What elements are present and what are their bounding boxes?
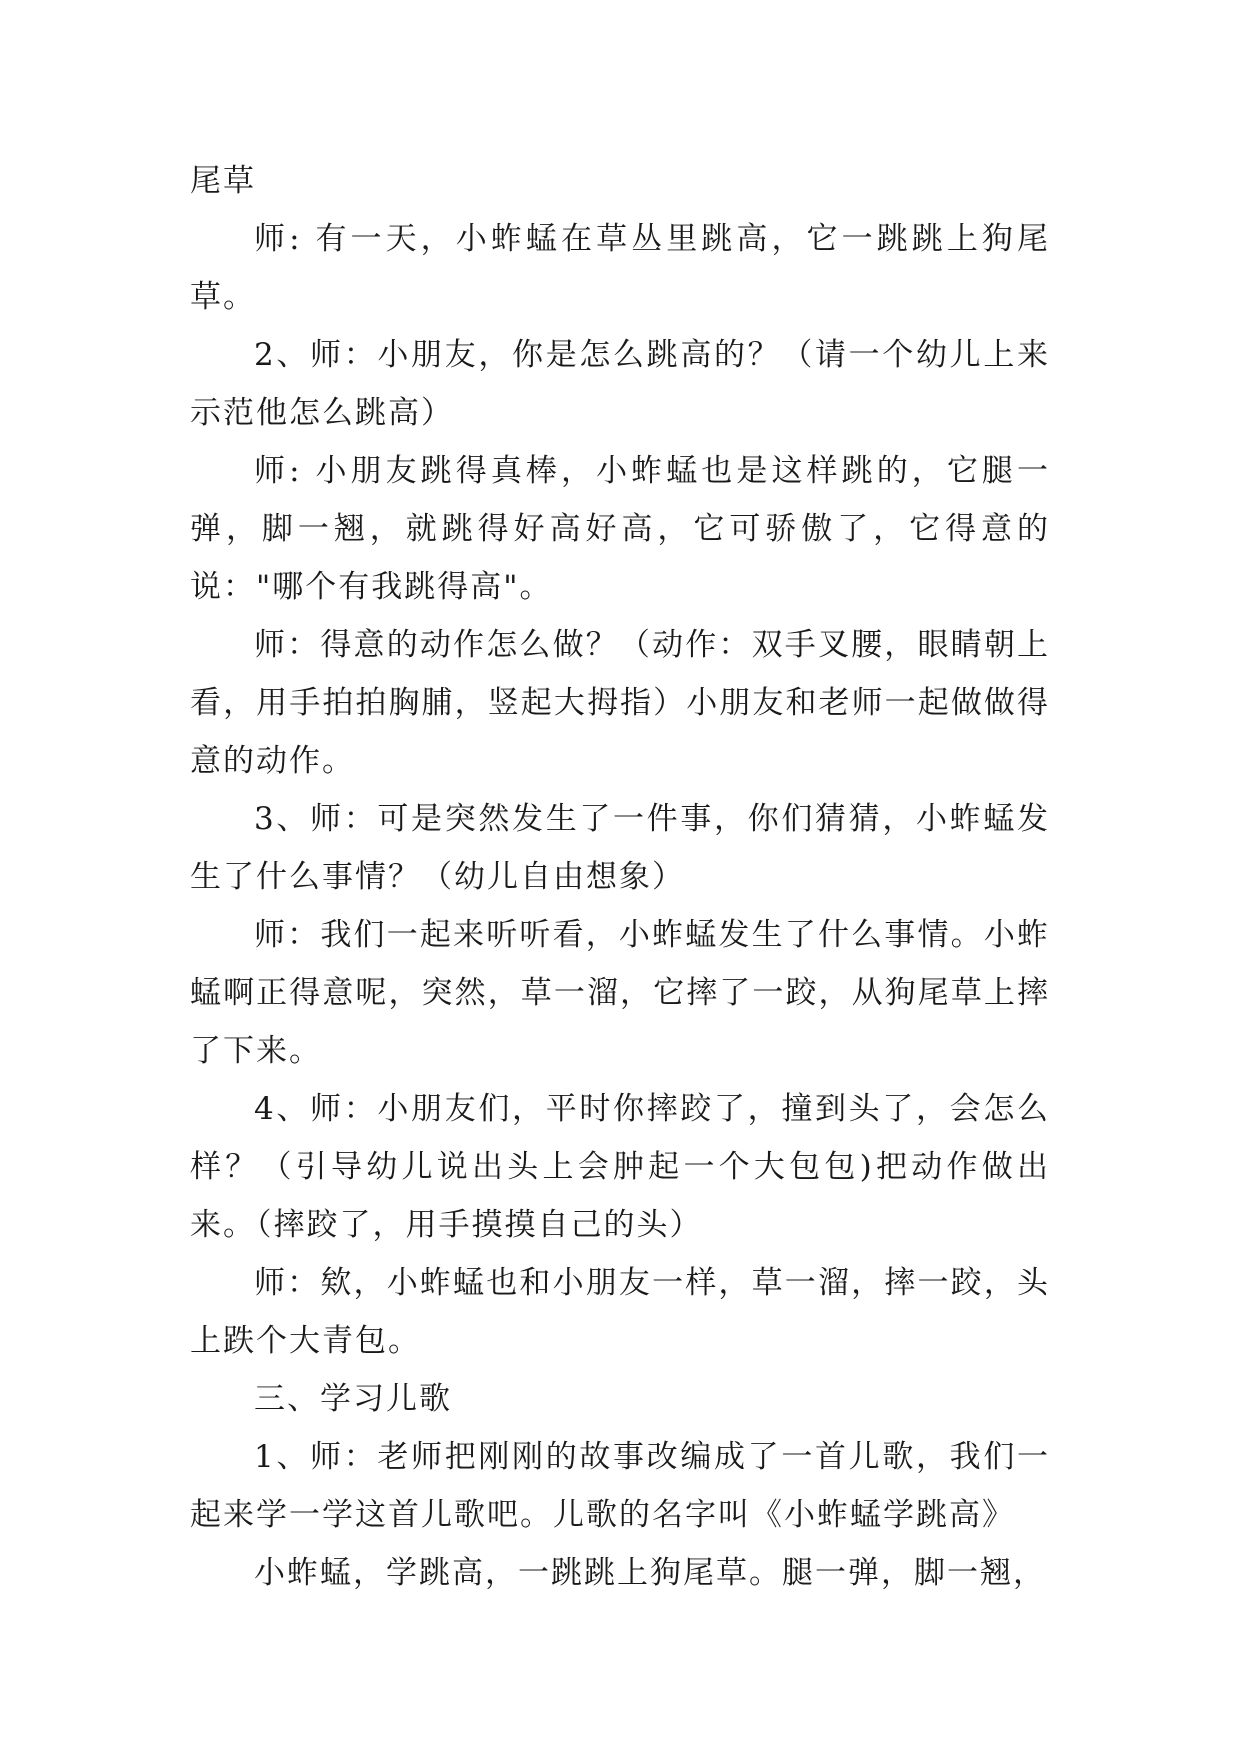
paragraph-step-3: 3、师：可是突然发生了一件事，你们猜猜，小蚱蜢发生了什么事情？（幼儿自由想象） (190, 801, 1050, 895)
paragraph-step-1-rhyme: 1、师：老师把刚刚的故事改编成了一首儿歌，我们一起来学一学这首儿歌吧。儿歌的名字叫《小蚱蜢学跳高》 (190, 1439, 1050, 1533)
paragraph-rhyme-text: 小蚱蜢，学跳高，一跳跳上狗尾草。腿一弹，脚一翘， (254, 1555, 1046, 1591)
paragraph-teacher-line-3: 师：得意的动作怎么做？（动作：双手叉腰，眼睛朝上看，用手拍拍胸脯，竖起大拇指）小朋友和老师一起做做得意的动作。 (190, 627, 1050, 779)
paragraph-teacher-line-1: 师: 有一天，小蚱蜢在草丛里跳高，它一跳跳上狗尾草。 (190, 221, 1050, 315)
document-body (190, 152, 1050, 1602)
paragraph-step-2: 2、师：小朋友，你是怎么跳高的？（请一个幼儿上来示范他怎么跳高） (190, 337, 1050, 431)
paragraph-teacher-line-4: 师：我们一起来听听看，小蚱蜢发生了什么事情。小蚱蜢啊正得意呢，突然，草一溜，它摔了一跤，从狗尾草上摔了下来。 (190, 917, 1050, 1069)
paragraph-teacher-line-5: 师：欸，小蚱蜢也和小朋友一样，草一溜，摔一跤，头上跌个大青包。 (190, 1265, 1050, 1359)
paragraph-continuation: 尾草 (190, 163, 256, 199)
paragraph-teacher-line-2: 师: 小朋友跳得真棒，小蚱蜢也是这样跳的，它腿一弹，脚一翘，就跳得好高好高，它可骄傲了，它得意的说："哪个有我跳得高"。 (190, 453, 1050, 605)
section-heading: 三、学习儿歌 (254, 1381, 452, 1417)
paragraph-step-4: 4、师：小朋友们，平时你摔跤了，撞到头了，会怎么样？（引导幼儿说出头上会肿起一个大包包)把动作做出来。（摔跤了，用手摸摸自己的头） (190, 1091, 1050, 1243)
